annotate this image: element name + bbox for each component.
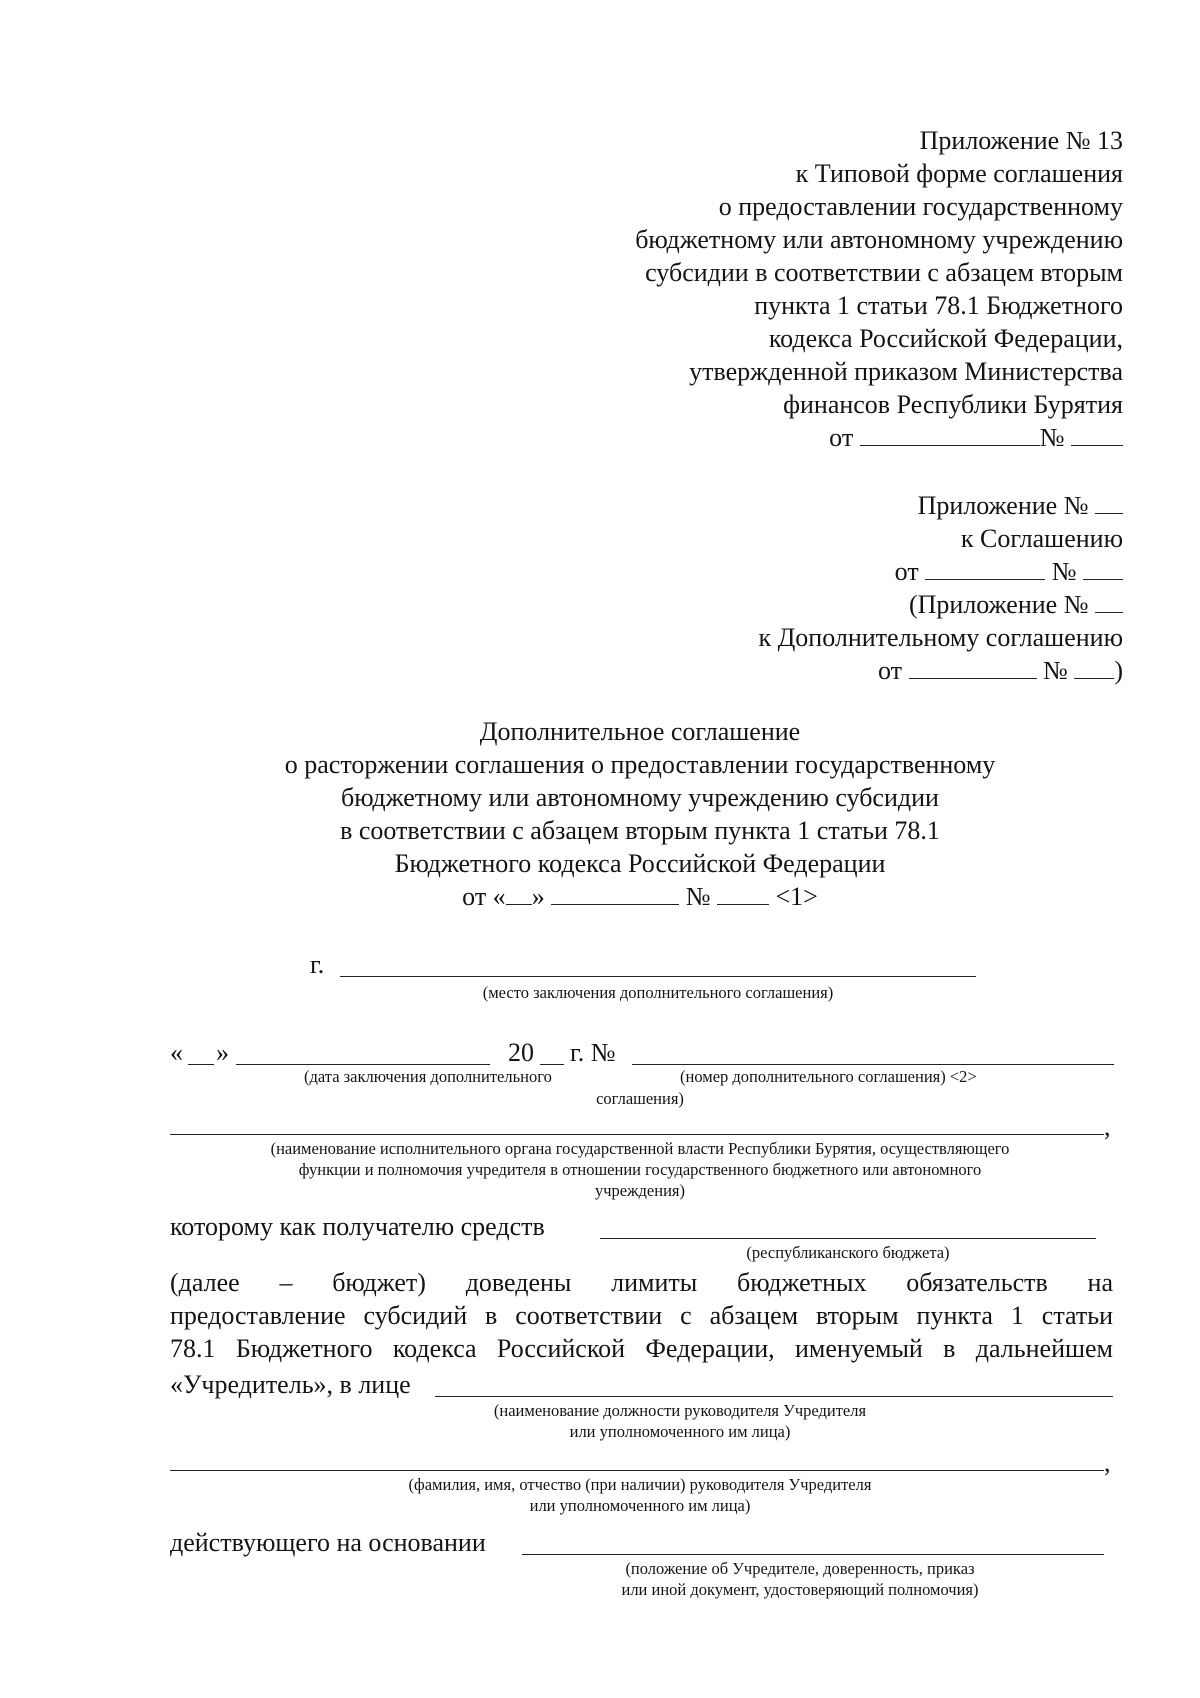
founder-label: «Учредитель», в лице — [170, 1370, 411, 1399]
appendix-13-line: кодекса Российской Федерации, — [768, 324, 1123, 353]
appendix-agreement-header: Приложение № к Соглашению от № (Приложение № к Дополнительному соглашению от № ) — [758, 491, 1123, 685]
paragraph-line: 78.1 Бюджетного кодекса Российской Федерации, именуемый в дальнейшем — [170, 1334, 1113, 1363]
budget-caption: (республиканского бюджета) — [746, 1243, 950, 1262]
organ-caption: (наименование исполнительного органа государственной власти Республики Бурятия, осуществляющего функции и полномочия учредителя в отношении государственного бюджетного или автономного учреждения) — [270, 1139, 1010, 1200]
title-date-line: от « » № <1> — [462, 882, 818, 911]
appendix-13-line: пункта 1 статьи 78.1 Бюджетного — [754, 291, 1123, 320]
appendix-13-line: о предоставлении государственному — [718, 192, 1123, 221]
appendix-13-header — [635, 124, 1123, 454]
acting-label: действующего на основании — [170, 1528, 486, 1557]
agreement-number-blank[interactable] — [1083, 557, 1123, 580]
date-quote-close: » — [216, 1038, 229, 1067]
appendix-13-date-line: от № — [635, 421, 1123, 454]
place-caption: (место заключения дополнительного соглашения) — [482, 983, 834, 1002]
supplementary-number-blank[interactable] — [1074, 656, 1114, 679]
supplementary-appendix-number-blank[interactable] — [1095, 590, 1123, 613]
date-caption-cont: соглашения) — [596, 1089, 684, 1108]
founder-position-field[interactable] — [435, 1396, 1113, 1397]
number-caption: (номер дополнительного соглашения) <2> — [680, 1067, 977, 1086]
date-day-field[interactable] — [188, 1064, 214, 1065]
date-year-field[interactable] — [540, 1064, 564, 1065]
name-caption: (фамилия, имя, отчество (при наличии) руководителя Учредителя или уполномоченного им лица) — [408, 1475, 872, 1515]
recipient-field[interactable] — [600, 1238, 1096, 1239]
title-number-blank[interactable] — [717, 882, 769, 905]
basis-caption: (положение об Учредителе, доверенность, приказ или иной документ, удостоверяющий полномочия) — [621, 1559, 979, 1599]
title-line: о расторжении соглашения о предоставлении государственному — [284, 750, 996, 779]
title-line: бюджетному или автономному учреждению субсидии — [341, 783, 939, 812]
title-day-blank[interactable] — [506, 882, 532, 905]
appendix-13-line: Приложение № 13 — [919, 126, 1123, 155]
recipient-label: которому как получателю средств — [170, 1212, 545, 1241]
date-caption: (дата заключения дополнительного — [304, 1067, 552, 1086]
appendix-13-line: финансов Республики Бурятия — [783, 390, 1123, 419]
appendix-agreement-line: к Соглашению — [960, 524, 1123, 553]
position-caption: (наименование должности руководителя Учредителя или уполномоченного им лица) — [493, 1401, 867, 1441]
supplementary-date-blank[interactable] — [909, 656, 1037, 679]
name-comma: , — [1104, 1448, 1111, 1477]
organ-comma: , — [1104, 1112, 1111, 1141]
place-prefix: г. — [310, 950, 325, 979]
agreement-number-field[interactable] — [632, 1064, 1114, 1065]
document-title — [140, 715, 1140, 913]
title-line: Дополнительное соглашение — [479, 717, 801, 746]
agreement-date-blank[interactable] — [925, 557, 1045, 580]
appendix-number-blank[interactable] — [1095, 491, 1123, 514]
title-line: Бюджетного кодекса Российской Федерации — [394, 849, 886, 878]
date-month-field[interactable] — [236, 1064, 490, 1065]
title-line: в соответствии с абзацем вторым пункта 1 статьи 78.1 — [340, 816, 940, 845]
appendix-13-line: утвержденной приказом Министерства — [689, 357, 1123, 386]
appendix-13-line: бюджетному или автономному учреждению — [635, 225, 1123, 254]
paragraph-line: предоставление субсидий в соответствии с абзацем вторым пункта 1 статьи — [170, 1301, 1113, 1330]
organ-name-field[interactable] — [170, 1134, 1104, 1135]
date-quote-open: « — [170, 1038, 183, 1067]
appendix-13-line: к Типовой форме соглашения — [795, 159, 1123, 188]
place-field[interactable] — [340, 976, 976, 977]
paragraph-line: (далее – бюджет) доведены лимиты бюджетных обязательств на — [170, 1268, 1113, 1297]
order-number-blank[interactable] — [1071, 423, 1123, 446]
appendix-13-line: субсидии в соответствии с абзацем вторым — [645, 258, 1123, 287]
body-paragraph — [170, 1266, 1113, 1365]
title-month-blank[interactable] — [551, 882, 679, 905]
date-year-prefix: 20 — [508, 1038, 534, 1067]
appendix-agreement-line: к Дополнительному соглашению — [758, 623, 1123, 652]
basis-field[interactable] — [522, 1554, 1104, 1555]
order-date-blank[interactable] — [860, 423, 1040, 446]
date-g-number: г. № — [570, 1038, 616, 1067]
founder-name-field[interactable] — [170, 1470, 1104, 1471]
